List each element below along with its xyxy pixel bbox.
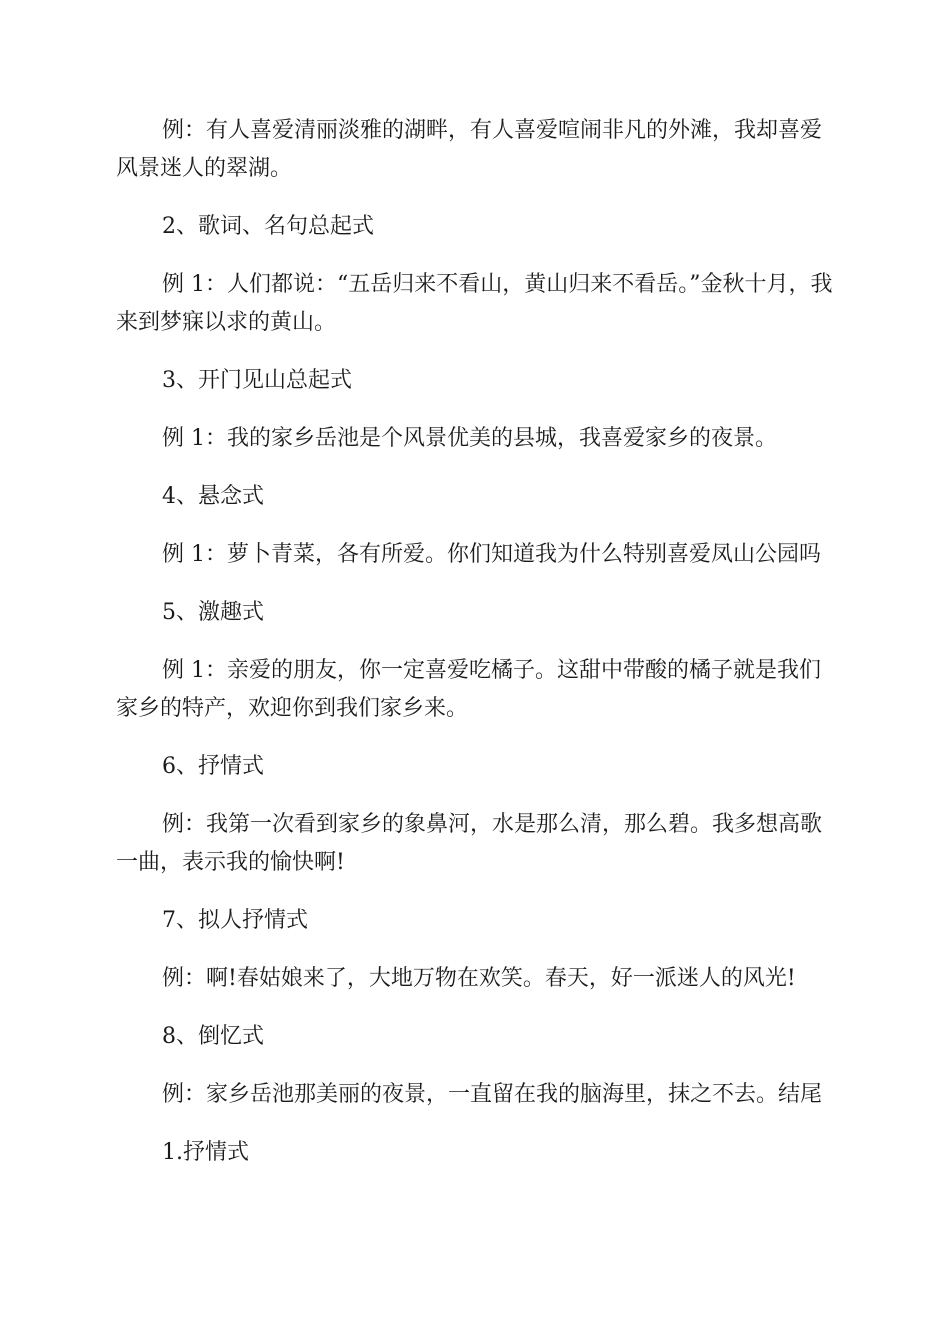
paragraph-example-yuechi: 例 1：我的家乡岳池是个风景优美的县城，我喜爱家乡的夜景。 bbox=[162, 426, 777, 451]
paragraph-example-oranges: 例 1：亲爱的朋友，你一定喜爱吃橘子。这甜中带酸的橘子就是我们家乡的特产，欢迎你到我们家乡来。 bbox=[116, 658, 821, 721]
document-body bbox=[116, 112, 836, 1192]
heading-interest-style: 5、激趣式 bbox=[162, 600, 264, 625]
paragraph-example-fengshan-park: 例 1：萝卜青菜，各有所爱。你们知道我为什么特别喜爱凤山公园吗 bbox=[162, 542, 821, 567]
heading-lyrics-quote-style: 2、歌词、名句总起式 bbox=[162, 214, 374, 239]
heading-suspense-style: 4、悬念式 bbox=[162, 484, 264, 509]
heading-direct-opening-style: 3、开门见山总起式 bbox=[162, 368, 352, 393]
paragraph-example-spring: 例：啊!春姑娘来了，大地万物在欢笑。春天，好一派迷人的风光! bbox=[162, 966, 796, 991]
heading-lyrical-style: 6、抒情式 bbox=[162, 754, 264, 779]
heading-ending-lyrical: 1.抒情式 bbox=[162, 1140, 249, 1165]
paragraph-example-night-scene: 例：家乡岳池那美丽的夜景，一直留在我的脑海里，抹之不去。结尾 bbox=[162, 1082, 823, 1107]
paragraph-example-lakes: 例：有人喜爱清丽淡雅的湖畔，有人喜爱喧闹非凡的外滩，我却喜爱风景迷人的翠湖。 bbox=[116, 118, 823, 181]
paragraph-example-huangshan: 例 1：人们都说：“五岳归来不看山，黄山归来不看岳。”金秋十月，我来到梦寐以求的黄山。 bbox=[116, 272, 833, 335]
heading-personification-style: 7、拟人抒情式 bbox=[162, 908, 308, 933]
paragraph-example-xiangbi-river: 例：我第一次看到家乡的象鼻河，水是那么清，那么碧。我多想高歌一曲，表示我的愉快啊! bbox=[116, 812, 823, 875]
heading-flashback-style: 8、倒忆式 bbox=[162, 1024, 264, 1049]
